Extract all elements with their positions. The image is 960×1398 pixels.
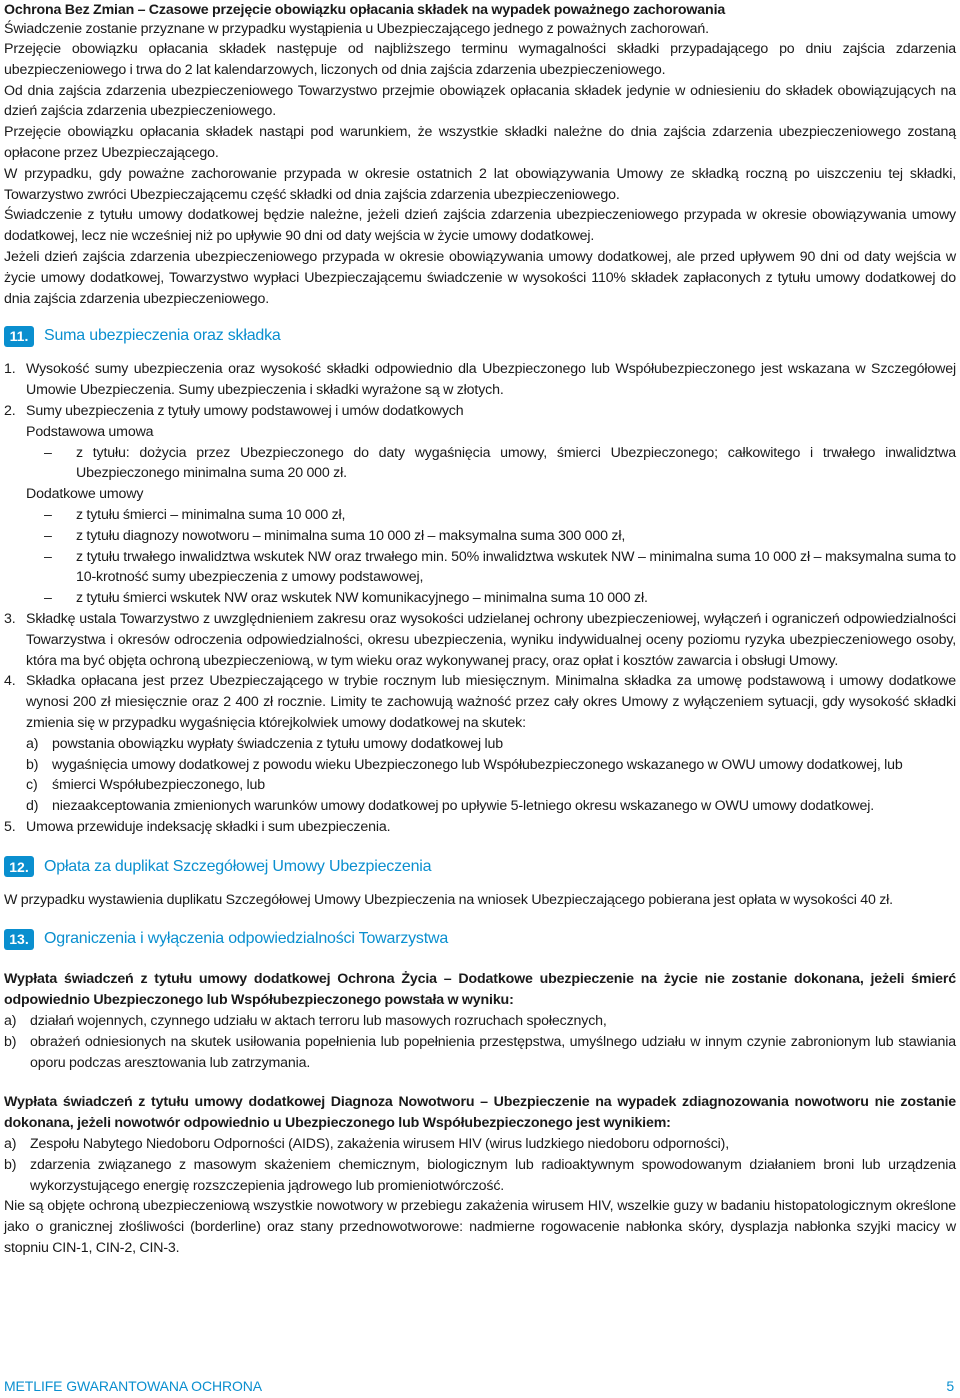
intro-paragraph: Przejęcie obowiązku opłacania składek następuje od najbliższego terminu wymagalności składki przypadającego po dniu zajścia zdarzenia ubezpieczeniowego i trwa do 2 lat kalendarzowych, liczonych od dnia zajścia zdarzenia ubezpieczeniowego. xyxy=(4,41,956,78)
dash-marker: – xyxy=(44,527,52,544)
list-number: 2. xyxy=(4,402,16,419)
basic-contract-label: Podstawowa umowa xyxy=(26,423,154,440)
list-text: Składka opłacana jest przez Ubezpieczającego w trybie rocznym lub miesięcznym. Minimalna składka za umowę podstawową i umowy dodatkowe wynosi 200 zł miesięcznie oraz 2 400 zł rocznie. Limity te zachowują ważność przez cały okres Umowy z wyłączeniem sytuacji, gdy wysokość składki zmienia się w przypadku wygaśnięcia którejkolwiek umowy dodatkowej na skutek: xyxy=(26,673,956,731)
list-item xyxy=(4,401,956,609)
exclusion-heading: Wypłata świadczeń z tytułu umowy dodatkowej Diagnoza Nowotworu – Ubezpieczenie na wypadek zdiagnozowania nowotworu nie zostanie dokonana, jeżeli nowotwór odpowiednio u Ubezpieczonego lub Współubezpieczonego jest wynikiem: xyxy=(4,1094,956,1132)
intro-paragraph: Przejęcie obowiązku opłacania składek nastąpi pod warunkiem, że wszystkie składki należne do dnia zajścia zdarzenia ubezpieczeniowego zostaną opłacone przez Ubezpieczającego. xyxy=(4,124,956,161)
list-text: Składkę ustala Towarzystwo z uwzględnieniem zakresu oraz wysokości udzielanej ochrony ubezpieczeniowej, wyłączeń i ograniczeń odpowiedzialności Towarzystwa i okresów odroczenia odpowiedzialności, okresu ubezpieczenia, wyniku indywidualnej oceny poziomu ryzyka ubezpieczeniowego osoby, która ma być objęta ochroną ubezpieczeniową, w tym wieku oraz wykonywanej pracy, oraz opłat i kosztów zawarcia i obsługi Umowy. xyxy=(26,610,956,669)
list-text: Wysokość sumy ubezpieczenia oraz wysokość składki odpowiednio dla Ubezpieczonego lub Współubezpieczonego jest wskazana w Szczegółowej Umowie Ubezpieczenia. Sumy ubezpieczenia i składki wyrażone są w złotych. xyxy=(26,361,956,399)
sub-item xyxy=(4,734,956,755)
sub-marker: a) xyxy=(26,735,39,752)
sub-text: śmierci Współubezpieczonego, lub xyxy=(52,777,266,794)
dash-marker: – xyxy=(44,590,52,607)
list-item xyxy=(4,817,956,838)
section-number-badge: 13. xyxy=(4,929,34,950)
dash-item xyxy=(26,443,956,485)
section-12-text: W przypadku wystawienia duplikatu Szczegółowej Umowy Ubezpieczenia na wniosek Ubezpieczającego pobierana jest opłata w wysokości 40 zł. xyxy=(4,891,893,908)
page-footer xyxy=(4,1378,954,1394)
sub-marker: c) xyxy=(26,777,38,794)
page-number: 5 xyxy=(946,1378,954,1394)
section-13-header xyxy=(4,928,956,950)
sub-marker: d) xyxy=(26,798,39,815)
exclusion-text: Zespołu Nabytego Niedoboru Odporności (AIDS), zakażenia wirusem HIV (wirus ludzkiego niedoboru odporności), xyxy=(30,1136,730,1153)
exclusion-marker: b) xyxy=(4,1033,17,1050)
list-item xyxy=(4,609,956,671)
sub-item xyxy=(4,775,956,796)
exclusion-text: obrażeń odniesionych na skutek usiłowania popełnienia lub popełnienia przestępstwa, umyślnego udziału w innym czynie zabronionym lub stawiania oporu podczas aresztowania lub zatrzymania. xyxy=(30,1033,956,1071)
exclusion-marker: b) xyxy=(4,1156,17,1173)
section-number-badge: 12. xyxy=(4,856,34,877)
dash-text: z tytułu śmierci wskutek NW oraz wskutek NW komunikacyjnego – minimalna suma 10 000 zł. xyxy=(76,590,648,607)
list-text: Sumy ubezpieczenia z tytuły umowy podstawowej i umów dodatkowych xyxy=(26,402,464,419)
exclusion-item xyxy=(4,1011,956,1032)
exclusion-text: działań wojennych, czynnego udziału w aktach terroru lub masowych rozruchach społecznych, xyxy=(30,1013,607,1030)
dash-text: z tytułu diagnozy nowotworu – minimalna suma 10 000 zł – maksymalna suma 300 000 zł, xyxy=(76,527,626,544)
list-item xyxy=(4,671,956,733)
dash-marker: – xyxy=(44,506,52,523)
section-11-header xyxy=(4,325,956,347)
section-title: Ograniczenia i wyłączenia odpowiedzialności Towarzystwa xyxy=(44,930,449,948)
dash-item xyxy=(26,547,956,589)
dash-item xyxy=(26,588,956,609)
sub-item xyxy=(4,755,956,776)
intro-block xyxy=(4,1,956,39)
dash-item xyxy=(26,526,956,547)
section-title: Opłata za duplikat Szczegółowej Umowy Ubezpieczenia xyxy=(44,857,432,875)
sub-text: wygaśnięcia umowy dodatkowej z powodu wieku Ubezpieczonego lub Współubezpieczonego wskazanego w OWU umowy dodatkowej, lub xyxy=(52,756,903,773)
exclusion-closing: Nie są objęte ochroną ubezpieczeniową wszystkie nowotwory w przebiegu zakażenia wirusem HIV, wszelkie guzy w badaniu histopatologicznym określone jako o granicznej złośliwości (borderline) oraz stany przednowotworowe: nadmierne rogowacenie nabłonka skóry, dysplazja nabłonka szyjki macicy w stopniu CIN-1, CIN-2, CIN-3. xyxy=(4,1198,956,1257)
list-body xyxy=(26,401,956,609)
section-12-header xyxy=(4,856,956,878)
sub-marker: b) xyxy=(26,756,39,773)
dash-text: z tytułu trwałego inwalidztwa wskutek NW oraz trwałego min. 50% inwalidztwa wskutek NW – minimalna suma 10 000 zł – maksymalna suma to 10-krotność sumy ubezpieczenia z umowy podstawowej, xyxy=(76,548,956,586)
exclusion-text: zdarzenia związanego z masowym skażeniem chemicznym, biologicznym lub radioaktywnym spowodowanym działaniem broni lub urządzenia wykorzystującego energię rozszczepienia jądrowego lub promieniotwórczość. xyxy=(30,1156,956,1194)
sub-text: powstania obowiązku wypłaty świadczenia z tytułu umowy dodatkowej lub xyxy=(52,735,503,752)
dash-text: z tytułu śmierci – minimalna suma 10 000 zł, xyxy=(76,506,346,523)
exclusion-item xyxy=(4,1134,956,1155)
list-item xyxy=(4,359,956,401)
list-number: 1. xyxy=(4,361,16,378)
exclusion-marker: a) xyxy=(4,1136,17,1153)
list-number: 4. xyxy=(4,673,16,690)
footer-title: METLIFE GWARANTOWANA OCHRONA xyxy=(4,1378,263,1394)
dash-text: z tytułu: dożycia przez Ubezpieczonego do daty wygaśnięcia umowy, śmierci Ubezpieczonego; całkowitego i trwałego inwalidztwa Ubezpieczonego minimalna suma 20 000 zł. xyxy=(76,444,956,482)
dash-item xyxy=(26,505,956,526)
section-title: Suma ubezpieczenia oraz składka xyxy=(44,327,281,345)
list-number: 3. xyxy=(4,610,16,627)
intro-paragraph: Świadczenie z tytułu umowy dodatkowej będzie należne, jeżeli dzień zajścia zdarzenia ubezpieczeniowego przypada w okresie obowiązywania umowy dodatkowej, lecz nie wcześniej niż po upływie 90 dni od daty wejścia w życie umowy dodatkowej. xyxy=(4,207,956,245)
dash-marker: – xyxy=(44,444,52,461)
list-text: Umowa przewiduje indeksację składki i sum ubezpieczenia. xyxy=(26,818,391,835)
sub-text: niezaakceptowania zmienionych warunków umowy dodatkowej po upływie 5-letniego okresu wskazanego w OWU umowy dodatkowej. xyxy=(52,798,875,815)
section-11-body xyxy=(4,359,956,837)
intro-title: Ochrona Bez Zmian – Czasowe przejęcie obowiązku opłacania składek na wypadek poważnego zachorowania xyxy=(4,2,726,18)
intro-paragraph: Od dnia zajścia zdarzenia ubezpieczeniowego Towarzystwo przejmie obowiązek opłacania składek jedynie w odniesieniu do składek obowiązujących na dzień zajścia zdarzenia ubezpieczeniowego. xyxy=(4,82,956,120)
exclusion-item xyxy=(4,1032,956,1074)
exclusion-marker: a) xyxy=(4,1013,17,1030)
document-page xyxy=(4,0,956,1259)
sub-item xyxy=(4,796,956,817)
exclusion-heading: Wypłata świadczeń z tytułu umowy dodatkowej Ochrona Życia – Dodatkowe ubezpieczenie na życie nie zostanie dokonana, jeżeli śmierć odpowiednio Ubezpieczonego lub Współubezpieczonego powstała w wyniku: xyxy=(4,971,956,1009)
list-body xyxy=(26,671,956,733)
exclusion-item xyxy=(4,1155,956,1197)
additional-contracts-label: Dodatkowe umowy xyxy=(26,486,144,503)
intro-paragraph: W przypadku, gdy poważne zachorowanie przypada w okresie ostatnich 2 lat obowiązywania Umowy ze składką roczną po uiszczeniu tej składki, Towarzystwo zwróci Ubezpieczającemu część składki od dnia zajścia zdarzenia ubezpieczeniowego. xyxy=(4,165,956,203)
intro-paragraph: Jeżeli dzień zajścia zdarzenia ubezpieczeniowego przypada w okresie obowiązywania umowy dodatkowej, ale przed upływem 90 dni od daty wejścia w życie umowy dodatkowej, Towarzystwo wypłaci Ubezpieczającemu świadczenie w wysokości 110% składek zapłaconych z tytułu umowy dodatkowej do dnia zajścia zdarzenia ubezpieczeniowego. xyxy=(4,248,956,307)
list-number: 5. xyxy=(4,818,16,835)
dash-marker: – xyxy=(44,548,52,565)
intro-subtitle: Świadczenie zostanie przyznane w przypadku wystąpienia u Ubezpieczającego jednego z poważnych zachorowań. xyxy=(4,21,709,37)
section-number-badge: 11. xyxy=(4,326,34,347)
